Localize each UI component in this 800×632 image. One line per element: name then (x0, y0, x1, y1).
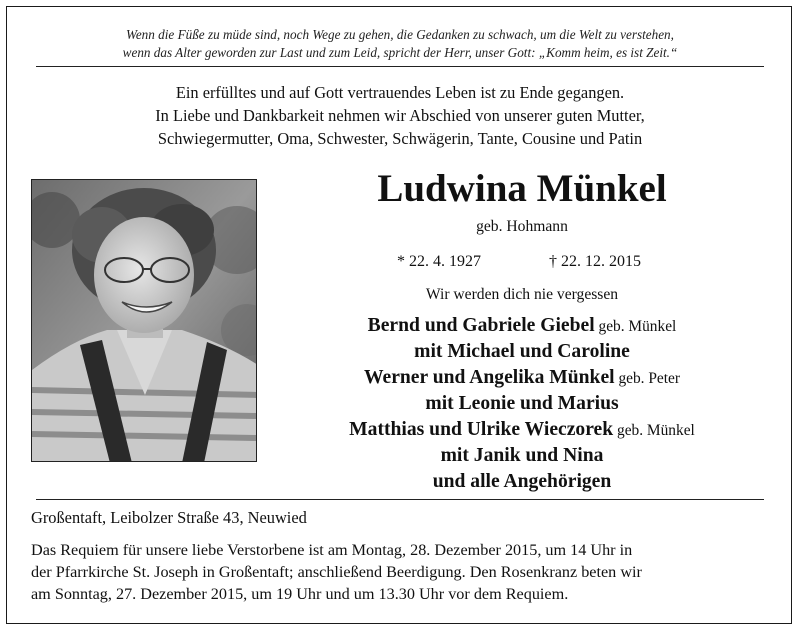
intro-line: Schwiegermutter, Oma, Schwester, Schwägerin, Tante, Cousine und Patin (157, 129, 643, 148)
family-address: Großentaft, Leibolzer Straße 43, Neuwied (31, 508, 307, 527)
verse-line: Wenn die Füße zu müde sind, noch Wege zu gehen, die Gedanken zu schwach, um die Welt zu verstehen, (126, 27, 674, 42)
mourner-line (262, 417, 782, 443)
mourner-line (262, 443, 782, 469)
requiem-line: am Sonntag, 27. Dezember 2015, um 19 Uhr und um 13.30 Uhr vor dem Requiem. (31, 585, 569, 603)
mourner-names: Werner und Angelika Münkel (364, 367, 615, 388)
bible-verse (0, 26, 800, 62)
verse-line: wenn das Alter geworden zur Last und zum Leid, spricht der Herr, unser Gott: „Komm heim, es ist Zeit.“ (122, 45, 678, 60)
portrait-photo (31, 179, 257, 462)
mourner-maiden-note: geb. Münkel (613, 422, 695, 439)
mourner-names: Bernd und Gabriele Giebel (367, 315, 595, 336)
divider (36, 499, 764, 500)
mourner-line (262, 391, 782, 417)
divider (36, 66, 764, 67)
mourner-names: mit Michael und Caroline (414, 341, 630, 362)
mourner-names: Matthias und Ulrike Wieczorek (349, 419, 614, 440)
mourner-maiden-note: geb. Münkel (594, 318, 677, 335)
motto: Wir werden dich nie vergessen (425, 286, 619, 303)
mourners-list (262, 313, 782, 495)
mourner-line (262, 469, 782, 495)
mourner-line (262, 339, 782, 365)
intro-line: Ein erfülltes und auf Gott vertrauendes Leben ist zu Ende gegangen. (175, 83, 625, 102)
intro-text (0, 81, 800, 150)
intro-line: In Liebe und Dankbarkeit nehmen wir Abschied von unserer guten Mutter, (155, 106, 645, 125)
mourner-line (262, 313, 782, 339)
requiem-line: Das Requiem für unsere liebe Verstorbene ist am Montag, 28. Dezember 2015, um 14 Uhr in (31, 541, 633, 559)
mourner-names: und alle Angehörigen (432, 471, 612, 492)
mourner-maiden-note: geb. Peter (614, 370, 680, 387)
death-date: † 22. 12. 2015 (549, 253, 641, 270)
birth-date: * 22. 4. 1927 (397, 253, 481, 270)
mourner-names: mit Janik und Nina (440, 445, 604, 466)
mourner-names: mit Leonie und Marius (425, 393, 619, 414)
requiem-info (31, 539, 775, 605)
deceased-name: Ludwina Münkel (377, 167, 667, 210)
mourner-line (262, 365, 782, 391)
maiden-name: geb. Hohmann (476, 218, 568, 235)
requiem-line: der Pfarrkirche St. Joseph in Großentaft; anschließend Beerdigung. Den Rosenkranz beten wir (31, 563, 642, 581)
